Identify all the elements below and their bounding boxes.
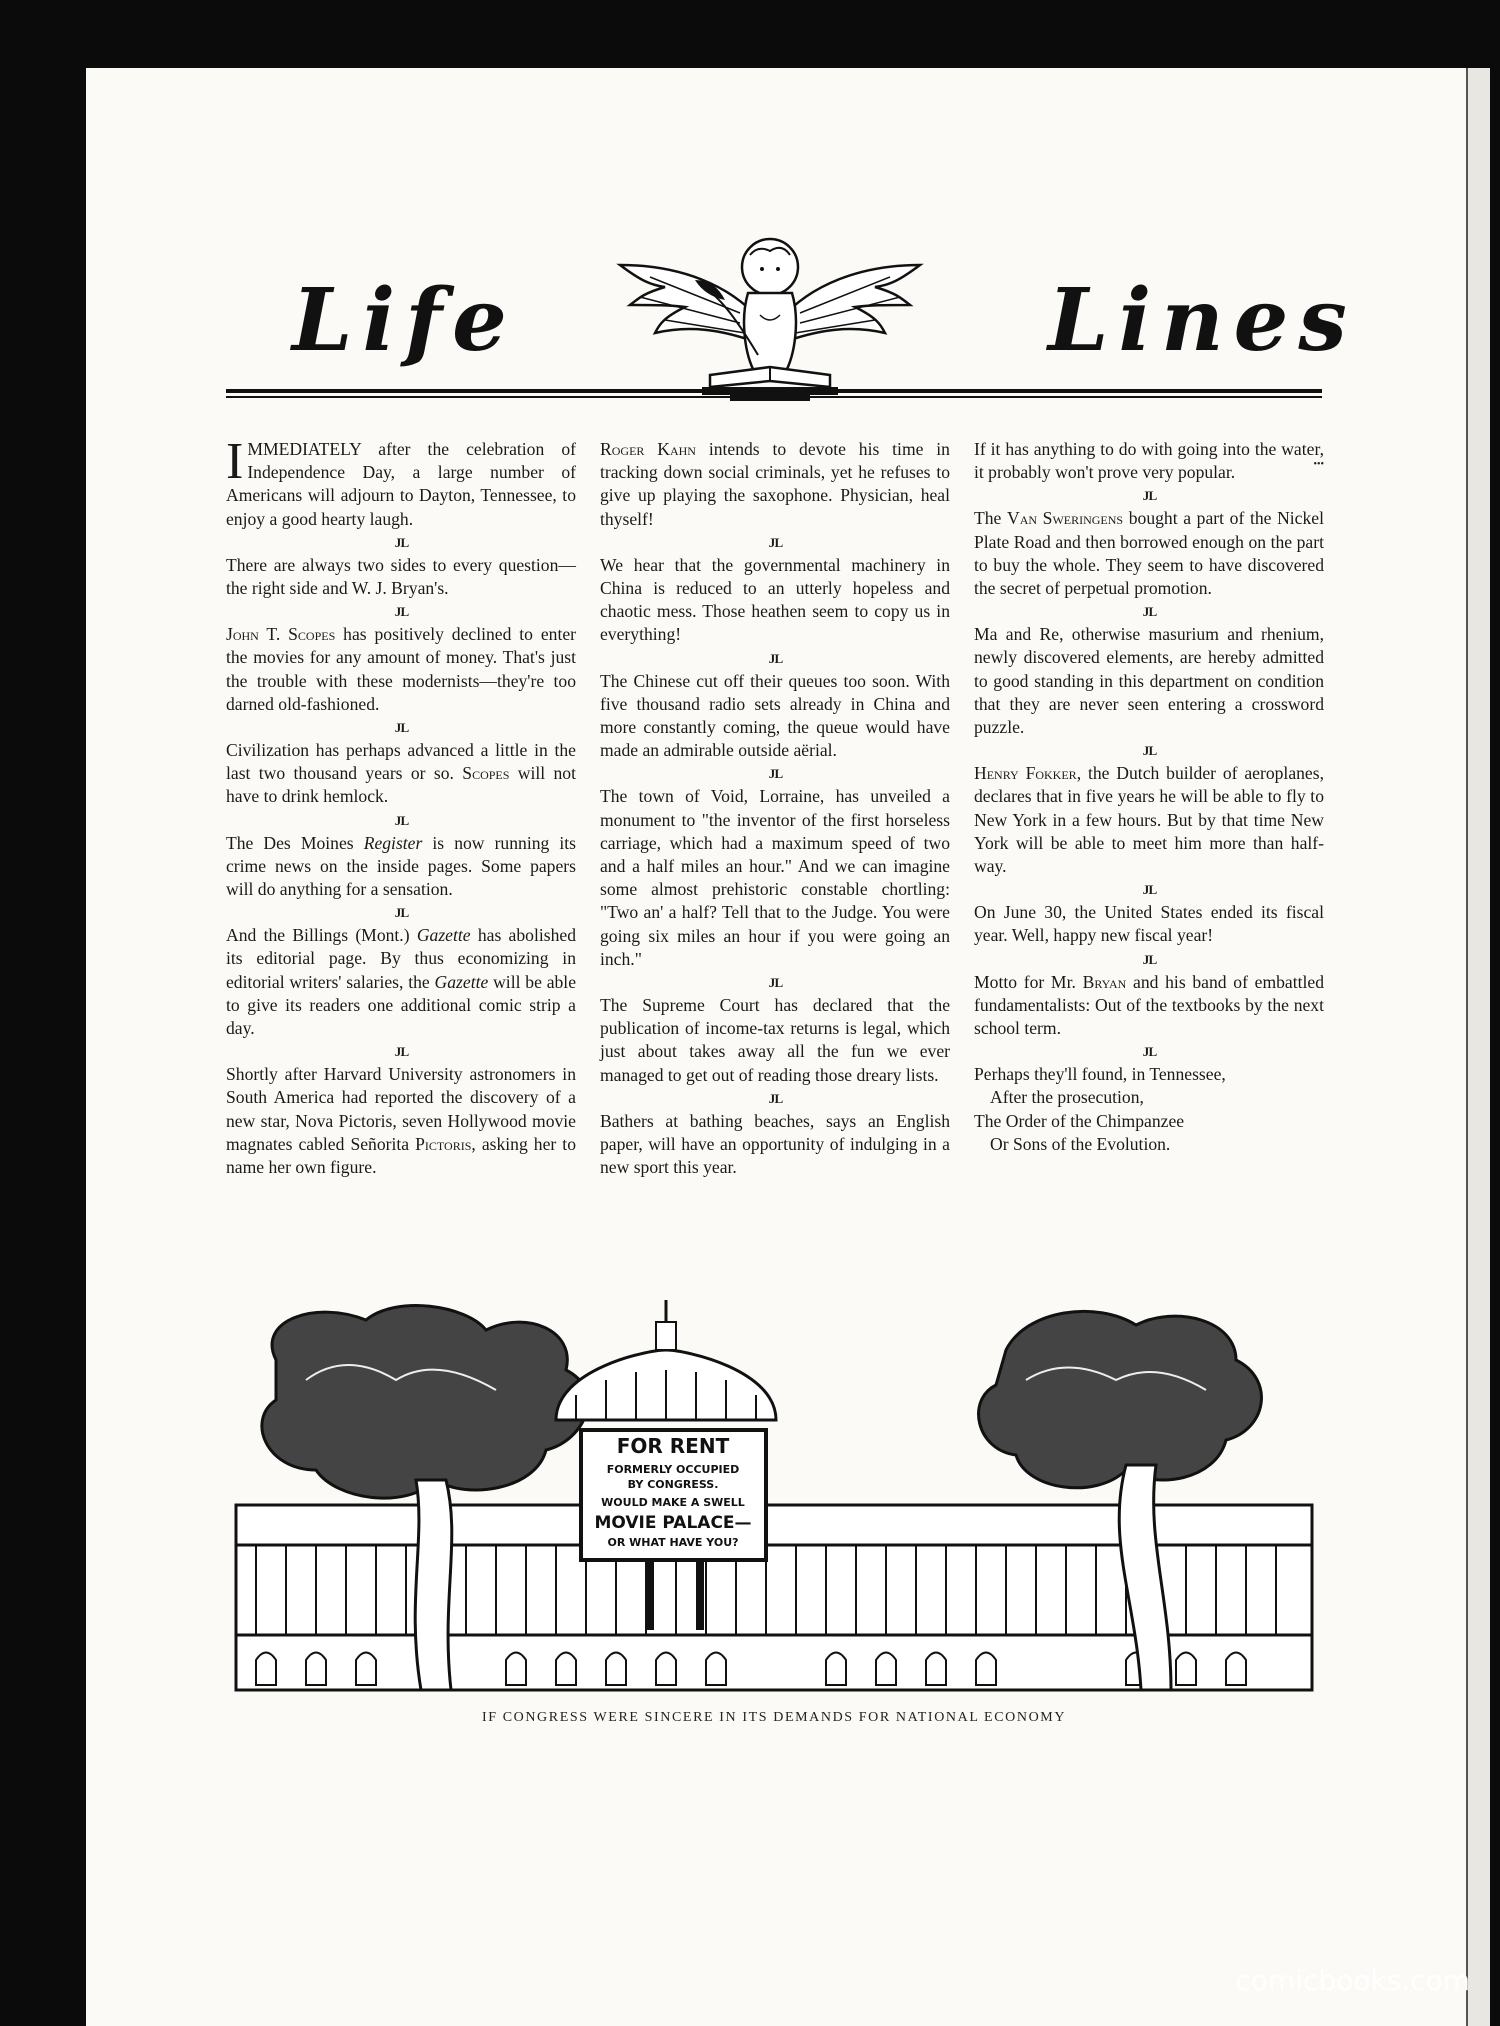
item-text: If it has anything to do with going into the water, it probably won't prove very popular. [974,439,1324,483]
header-rule-thin [226,396,1322,398]
item-paragraph: The Supreme Court has declared that the publication of income-tax returns is legal, which just about takes away all the fun we ever managed to get out of reading those dreary lists. [600,995,950,1085]
item-paragraph [226,433,576,531]
item-paragraph [226,832,576,902]
item-text: , the Dutch builder of aeroplanes, declares that in five years he will be able to fly to New York in a few hours. But by that time New York will be able to meet him more than half-way. [974,763,1324,877]
separator-mark: J L [394,720,408,736]
item-text: Civilization has perhaps advanced a little in the last two thousand years or so. [226,740,576,784]
item-paragraph: There are always two sides to every question—the right side and W. J. Bryan's. [226,554,576,599]
header-rule [226,389,1322,393]
item-text: is now running its crime news on the inside pages. Some papers will do anything for a sensation. [226,832,576,900]
separator-mark: J L [394,604,408,620]
separator-mark: J L [1142,743,1156,759]
newspaper-title: Gazette [416,925,471,946]
item-paragraph [974,438,1324,484]
separator-mark: J L [1142,604,1156,620]
item-paragraph [974,507,1324,600]
item-text: The Des Moines [226,832,364,853]
verse-line: After the prosecution, [990,1087,1144,1108]
separator-mark: J L [768,766,782,782]
separator-mark: J L [1142,882,1156,898]
verse-line: Perhaps they'll found, in Tennessee, [974,1064,1226,1085]
separator-mark: J L [768,534,782,550]
sign-line: OR WHAT HAVE YOU? [607,1536,739,1549]
item-paragraph [974,971,1324,1041]
item-paragraph: On June 30, the United States ended its fiscal year. Well, happy new fiscal year! [974,902,1324,946]
verse-line: Or Sons of the Evolution. [990,1133,1171,1154]
item-paragraph [974,762,1324,878]
item-paragraph [600,438,950,531]
cherub-illustration [610,225,930,405]
name-smallcaps: Roger Kahn [600,439,696,459]
verse [974,1063,1324,1156]
name-smallcaps: Scopes [462,763,510,784]
item-paragraph: Ma and Re, otherwise masurium and rhenium, newly discovered elements, are hereby admitted to good standing in this department on condition that they are never seen entering a crossword puzzle. [974,624,1324,738]
separator-mark: J L [394,534,408,550]
separator-mark: J L [394,812,408,828]
item-text: The [974,508,1007,529]
name-smallcaps: Bryan [1082,971,1127,992]
sign-title: FOR RENT [616,1434,730,1458]
separator-mark: J L [1142,951,1156,967]
title-left: Life [292,270,517,371]
item-paragraph [226,623,576,716]
separator-mark: J L [768,650,782,666]
item-text: has abolished its editorial page. By thus economizing in editorial writers' salaries, the [226,925,576,992]
item-text: will be able to give its readers one additional comic strip a day. [226,971,577,1039]
item-text: and his band of embattled fundamentalists: Out of the textbooks by the next school term. [974,971,1325,1039]
separator-mark: J L [768,975,782,991]
item-paragraph [226,924,576,1040]
item-paragraph: Bathers at bathing beaches, says an English paper, will have an opportunity of indulging in a new sport this year. [600,1110,950,1178]
separator-mark: J L [1142,1044,1156,1060]
sign-line: BY CONGRESS. [627,1478,719,1491]
name-smallcaps: John T. Scopes [226,624,336,645]
header [0,0,1500,420]
item-text: Shortly after Harvard University astronomers in South America had reported the discovery of a new star, Nova Pictoris, seven Hollywood movie magnates cabled Señorita [226,1064,576,1154]
item-paragraph: The town of Void, Lorraine, has unveiled a monument to "the inventor of the first horseless carriage, which had a maximum speed of two and a half miles an hour." And we can imagine some almost prehistoric constable chortling: "Two an' a half? Tell that to the Judge. You were going six miles an hour if you were going an inch." [600,786,950,969]
item-text: will not have to drink hemlock. [226,763,576,807]
item-paragraph [226,1063,576,1179]
item-text: intends to devote his time in tracking down social criminals, yet he refuses to give up playing the saxophone. Physician, heal thyself! [600,439,950,529]
sign-line: FORMERLY OCCUPIED [606,1463,740,1476]
item-paragraph [226,739,576,809]
capitol-illustration [226,1300,1322,1700]
name-smallcaps: Henry Fokker [974,763,1077,784]
column-1 [226,433,577,1179]
item-text: MMEDIATELY after the celebration of Independence Day, a large number of Americans will adjourn to Dayton, Tennessee, to enjoy a good hearty laugh. [226,439,576,529]
ellipsis-mark: ••• [1313,459,1324,471]
sign-line: WOULD MAKE A SWELL [601,1496,745,1509]
newspaper-title: Register [363,832,423,853]
item-paragraph: We hear that the governmental machinery in China is reduced to an utterly hopeless and chaotic mess. Those heathen seem to copy us in everything! [600,554,950,645]
newspaper-title: Gazette [434,971,489,992]
item-text: , asking her to name her own figure. [226,1133,576,1178]
illustration-caption: IF CONGRESS WERE SINCERE IN ITS DEMANDS FOR NATIONAL ECONOMY [481,1710,1067,1725]
column-2 [600,438,950,1179]
column-3 [974,438,1324,1156]
verse-line: The Order of the Chimpanzee [974,1110,1185,1131]
sign-line: MOVIE PALACE— [594,1513,752,1533]
item-text: has positively declined to enter the movies for any amount of money. That's just the trouble with these modernists—they're too darned old-fashioned. [226,624,577,714]
item-text: Motto for Mr. [974,971,1083,992]
item-paragraph: The Chinese cut off their queues too soon. With five thousand radio sets already in China and more constantly coming, the queue would have made an admirable outside aërial. [600,670,950,761]
name-smallcaps: Pictoris [415,1133,472,1154]
separator-mark: J L [394,905,408,921]
title-right: Lines [1048,270,1357,371]
drop-cap: I [226,433,244,490]
item-text: And the Billings (Mont.) [226,925,417,946]
item-text: bought a part of the Nickel Plate Road and then borrowed enough on the part to buy the whole. They seem to have discovered the secret of perpetual promotion. [974,508,1324,599]
watermark: comicbooks.com [1235,1964,1470,1997]
separator-mark: J L [1142,488,1156,504]
name-smallcaps: Van Sweringens [1006,508,1124,529]
separator-mark: J L [768,1090,782,1106]
separator-mark: J L [394,1044,408,1060]
